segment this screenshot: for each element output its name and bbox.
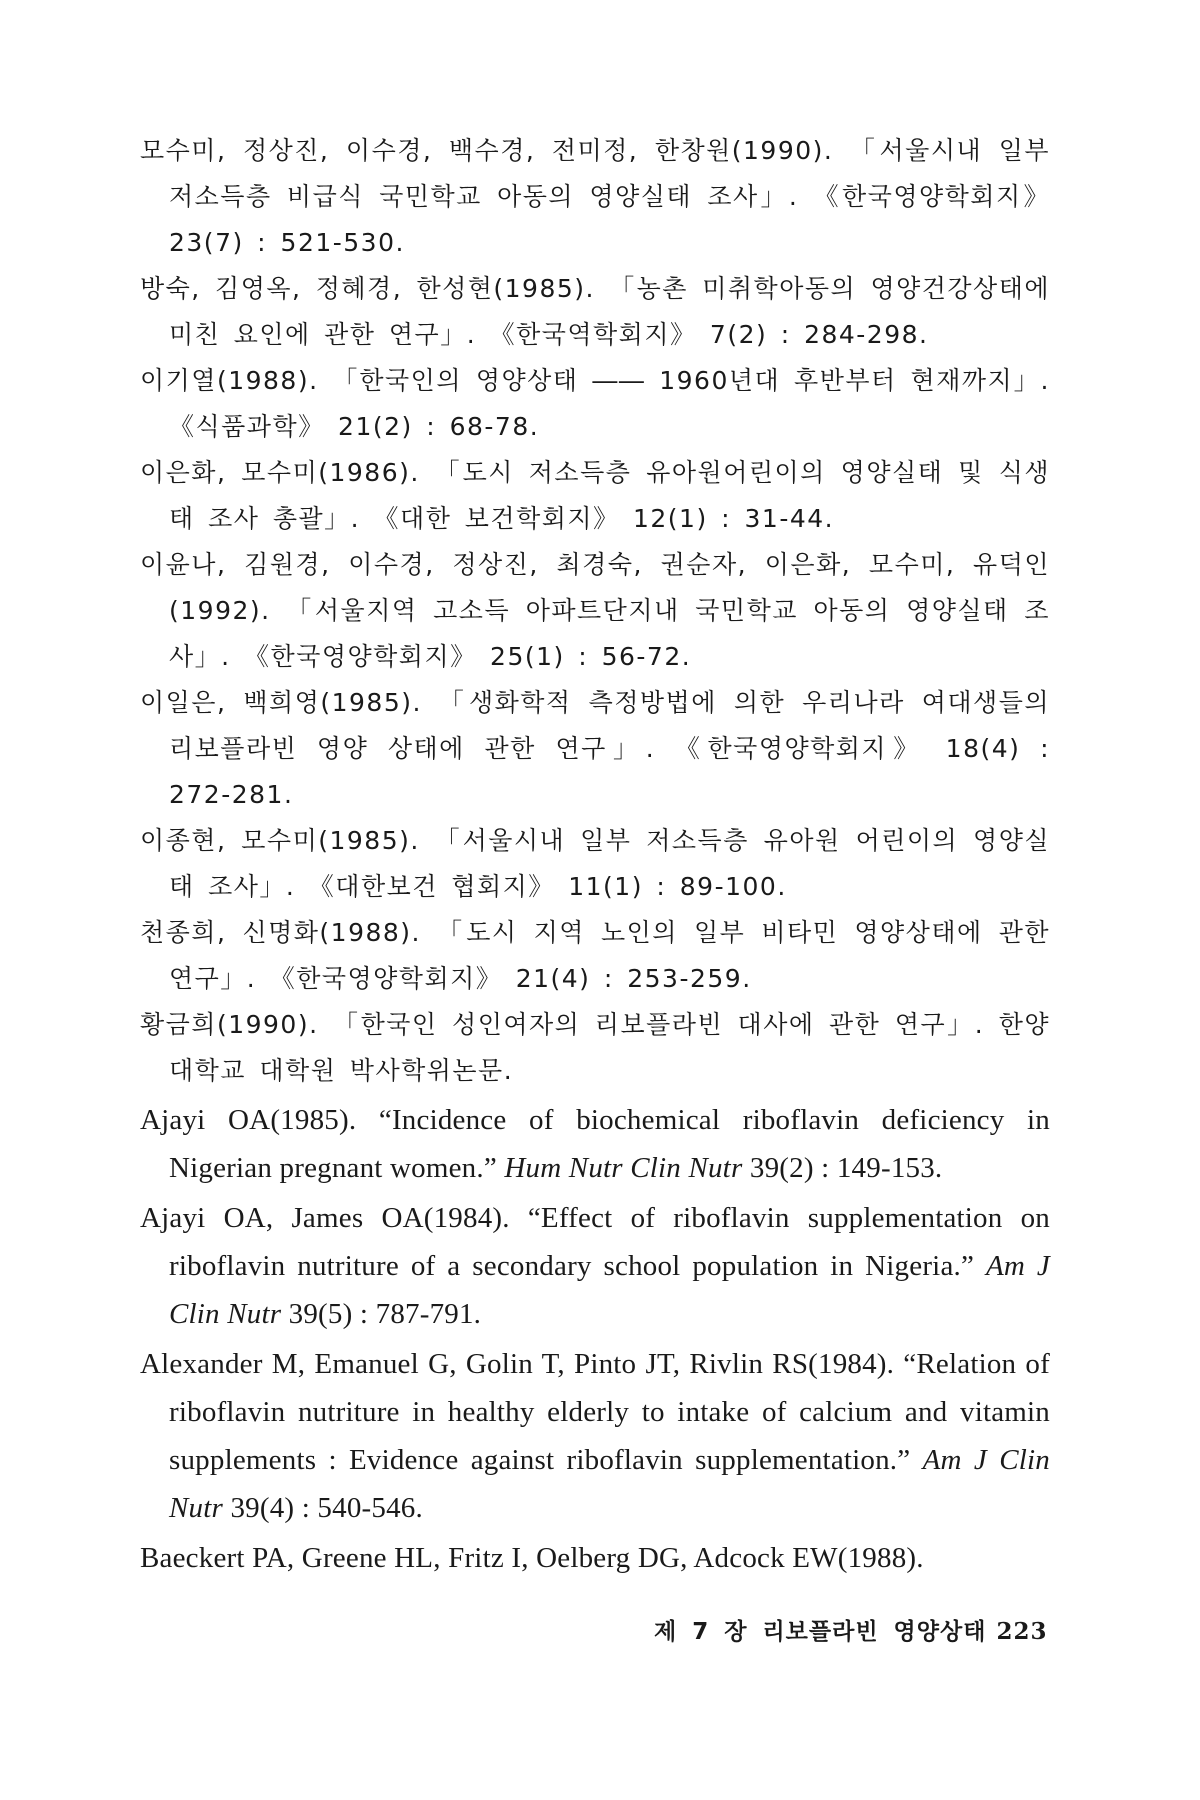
reference-citation: 39(5) : 787-791. bbox=[281, 1298, 482, 1330]
running-footer bbox=[654, 1613, 1047, 1646]
reference-citation: 39(4) : 540-546. bbox=[223, 1492, 423, 1524]
chapter-title: 제 7 장 리보플라빈 영양상태 bbox=[654, 1619, 987, 1645]
reference-entry: 이일은, 백희영(1985). 「생화학적 측정방법에 의한 우리나라 여대생들의 리보플라빈 영양 상태에 관한 연구」. 《한국영양학회지》 18(4) : 272-281. bbox=[140, 688, 1050, 809]
reference-entry bbox=[140, 1096, 1050, 1192]
reference-entry: 이은화, 모수미(1986). 「도시 저소득층 유아원어린이의 영양실태 및 식생태 조사 총괄」. 《대한 보건학회지》 12(1) : 31-44. bbox=[140, 458, 1050, 533]
reference-text: Ajayi OA(1985). “Incidence of biochemical riboflavin deficiency in Nigerian pregnant women.” bbox=[140, 1104, 1050, 1184]
journal-title: Hum Nutr Clin Nutr bbox=[504, 1152, 743, 1184]
reference-entry bbox=[140, 1340, 1050, 1532]
reference-entry: 이종현, 모수미(1985). 「서울시내 일부 저소득층 유아원 어린이의 영양실태 조사」. 《대한보건 협회지》 11(1) : 89-100. bbox=[140, 826, 1050, 901]
reference-entry bbox=[140, 1534, 1050, 1582]
reference-text: Baeckert PA, Greene HL, Fritz I, Oelberg DG, Adcock EW(1988). bbox=[140, 1542, 924, 1574]
reference-entry: 황금희(1990). 「한국인 성인여자의 리보플라빈 대사에 관한 연구」. 한양대학교 대학원 박사학위논문. bbox=[140, 1010, 1050, 1085]
reference-entry bbox=[140, 1194, 1050, 1338]
page-number: 223 bbox=[996, 1618, 1048, 1645]
reference-entry: 천종희, 신명화(1988). 「도시 지역 노인의 일부 비타민 영양상태에 관한 연구」. 《한국영양학회지》 21(4) : 253-259. bbox=[140, 918, 1050, 993]
journal-title: Am J Clin Nutr bbox=[169, 1250, 1050, 1330]
reference-entry: 이윤나, 김원경, 이수경, 정상진, 최경숙, 권순자, 이은화, 모수미, 유덕인(1992). 「서울지역 고소득 아파트단지내 국민학교 아동의 영양실태 조사」. 《한국영양학회지》 25(1) : 56-72. bbox=[140, 550, 1050, 671]
reference-text: Alexander M, Emanuel G, Golin T, Pinto JT, Rivlin RS(1984). “Relation of riboflavin nutriture in healthy elderly to intake of calcium and vitamin supplements : Evidence against riboflavin supplementation.” bbox=[140, 1348, 1050, 1476]
reference-entry: 방숙, 김영옥, 정혜경, 한성현(1985). 「농촌 미취학아동의 영양건강상태에 미친 요인에 관한 연구」. 《한국역학회지》 7(2) : 284-298. bbox=[140, 274, 1050, 349]
reference-entry: 이기열(1988). 「한국인의 영양상태 ―― 1960년대 후반부터 현재까지」. 《식품과학》 21(2) : 68-78. bbox=[140, 366, 1050, 441]
journal-title: Am J Clin Nutr bbox=[169, 1444, 1050, 1524]
reference-list bbox=[140, 128, 1050, 1582]
reference-entry: 모수미, 정상진, 이수경, 백수경, 전미정, 한창원(1990). 「서울시내 일부 저소득층 비급식 국민학교 아동의 영양실태 조사」. 《한국영양학회지》 23(7) : 521-530. bbox=[140, 136, 1050, 257]
reference-text: Ajayi OA, James OA(1984). “Effect of riboflavin supplementation on riboflavin nutriture of a secondary school population in Nigeria.” bbox=[140, 1202, 1050, 1282]
reference-citation: 39(2) : 149-153. bbox=[742, 1152, 943, 1184]
